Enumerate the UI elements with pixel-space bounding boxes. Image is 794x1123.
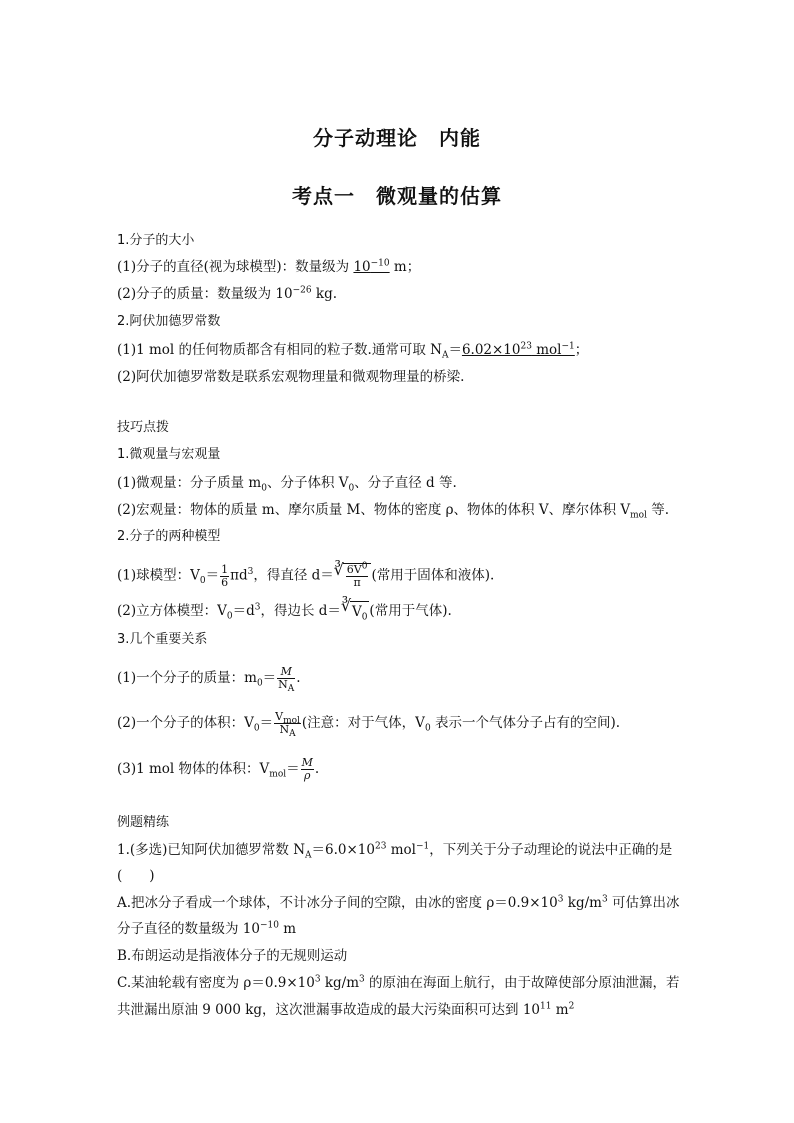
heading-tips: 技巧点拨 xyxy=(117,420,170,435)
heading-micro-macro: 1.微观量与宏观量 xyxy=(117,447,221,462)
heading-molecule-size: 1.分子的大小 xyxy=(117,233,195,248)
heading-example: 例题精练 xyxy=(117,815,170,830)
cube-root: ∛ $V_0$ xyxy=(340,596,368,623)
fraction: $\frac{1}{6}$ xyxy=(221,562,229,589)
molecule-mass-relation: (1)一个分子的质量：$m_0=$ $\frac{M}{N_A}$ . xyxy=(117,665,301,695)
cube-root: ∛ $\frac{6V^0}{\pi}$ xyxy=(334,563,372,589)
option-a-line-1: A.把冰分子看成一个球体，不计冰分子间的空隙，由冰的密度 $\rho=0.9\times 10^3$ $kg/m^3$ 可估算出冰 xyxy=(117,894,680,911)
fraction: $\frac{M}{\rho}$ xyxy=(301,756,313,782)
option-c-line-1: C.某油轮载有密度为 $\rho=0.9\times 10^3$ $kg/m^3$ 的原油在海面上航行，由于故障使部分原油泄漏，若 xyxy=(117,974,680,991)
sphere-model-line: (1)球模型：$V_0=$ $\frac{1}{6}$ $\pi d^3$，得直径 d＝ ∛ $\frac{6V^0}{\pi}$ (常用于固体和液体). xyxy=(117,560,495,589)
heading-avogadro: 2.阿伏加德罗常数 xyxy=(117,314,221,329)
micro-quantities-line: (1)微观量：分子质量 $m_0$、分子体积 $V_0$、分子直径 d 等. xyxy=(117,475,457,494)
option-b: B.布朗运动是指液体分子的无规则运动 xyxy=(117,948,348,964)
cube-model-line: (2)立方体模型：$V_0=d^3$，得边长 d＝ ∛ $V_0$ (常用于气体). xyxy=(117,596,452,623)
avogadro-value-line: (1)1 mol 的任何物质都含有相同的粒子数.通常可取 $N_A=6.02\times 10^{23}$ mol$^{-1}$； xyxy=(117,341,589,361)
page-title: 分子动理论 内能 xyxy=(313,126,481,150)
molecule-diameter-line: (1)分子的直径(视为球模型)：数量级为 $10^{-10}$ m； xyxy=(117,258,421,275)
molecule-volume-relation: (2)一个分子的体积：$V_0=$ $\frac{V_{mol}}{N_A}$ (注意：对于气体，$V_0$ 表示一个气体分子占有的空间). xyxy=(117,710,621,740)
heading-relations: 3.几个重要关系 xyxy=(117,632,208,647)
question-1-stem: 1.(多选)已知阿伏加德罗常数 $N_A=6.0\times 10^{23}$ mol$^{-1}$，下列关于分子动理论的说法中正确的是 xyxy=(117,841,673,861)
section-title: 考点一 微观量的估算 xyxy=(292,184,502,208)
molar-volume-relation: (3)1 mol 物体的体积：$V_{mol}=$ $\frac{M}{\rho}$ . xyxy=(117,756,320,782)
answer-paren: ( ) xyxy=(117,868,155,884)
fraction: $\frac{V_{mol}}{N_A}$ xyxy=(275,710,300,740)
option-c-line-2: 共泄漏出原油 9 000 kg，这次泄漏事故造成的最大污染面积可达到 $10^{11}$ $m^2$ xyxy=(117,1001,575,1018)
option-a-line-2: 分子直径的数量级为 $10^{-10}$ m xyxy=(117,920,297,937)
heading-two-models: 2.分子的两种模型 xyxy=(117,529,221,544)
avogadro-bridge-line: (2)阿伏加德罗常数是联系宏观物理量和微观物理量的桥梁. xyxy=(117,369,465,385)
macro-quantities-line: (2)宏观量：物体的质量 m、摩尔质量 M、物体的密度 ρ、物体的体积 V、摩尔体积 $V_{mol}$ 等. xyxy=(117,502,670,521)
molecule-mass-line: (2)分子的质量：数量级为 $10^{-26}$ kg. xyxy=(117,285,337,302)
fraction: $\frac{M}{N_A}$ xyxy=(278,665,295,695)
